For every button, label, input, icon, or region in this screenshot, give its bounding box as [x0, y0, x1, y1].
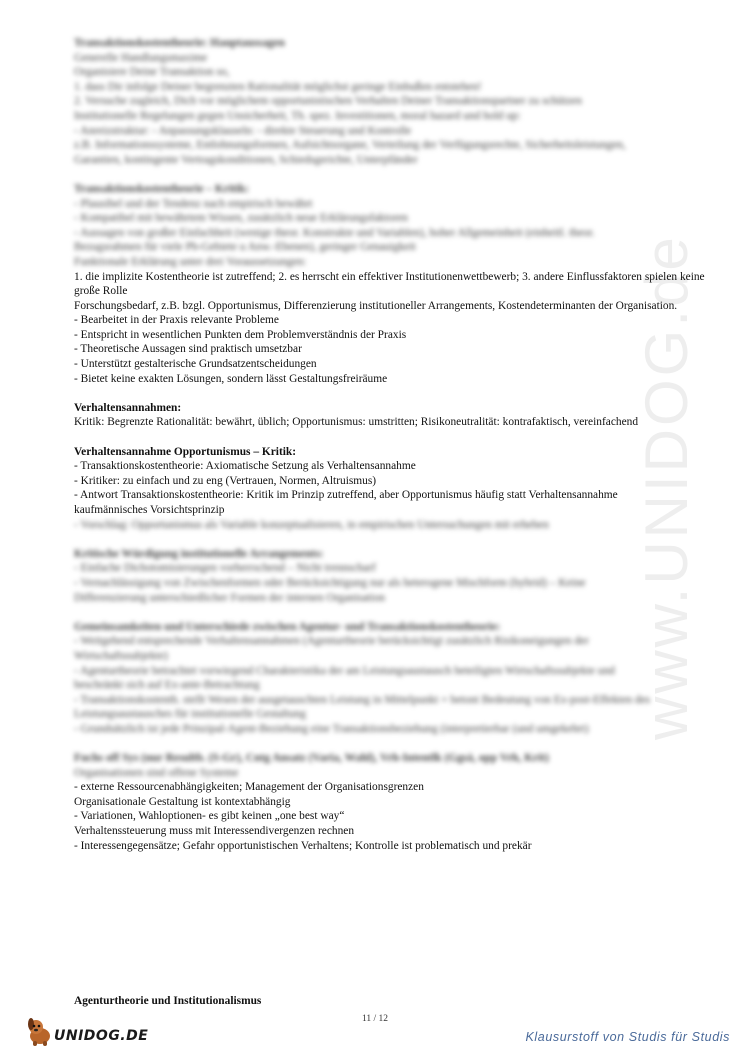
opportunismus-lines	[74, 459, 714, 517]
blurred-line: Garantien, kontingente Vertragskonditionen, Schiedsgerichte, Unterpfänder	[74, 153, 418, 166]
opportunismus-blurred-line: - Vorschlag: Opportunismus als Variable konzeptualisieren, in empirischen Untersuchungen mit erheben	[74, 518, 549, 531]
blurred-line: - Plausibel und der Tendenz nach empirisch bewährt	[74, 197, 313, 210]
blurred-line: - Weitgehend entsprechende Verhaltensannahmen (Agenturtheorie berücksichtigt zusätzlich Risikoneigungen der	[74, 635, 589, 648]
blurred-line: Organisiere Deine Transaktion so,	[74, 66, 230, 79]
blurred-line: Gemeinsamkeiten und Unterschiede zwischen Agentur- und Transaktionskostentheorie:	[74, 620, 501, 633]
blurred-line	[74, 605, 714, 620]
dog-icon	[24, 1014, 58, 1048]
text-line: 1. die implizite Kostentheorie ist zutreffend; 2. es herrscht ein effektiver Institutionenwettbewerb; 3. andere Einflussfaktoren spielen keine große Rolle	[74, 270, 705, 298]
text-line: Verhaltenssteuerung muss mit Interessendivergenzen rechnen	[74, 825, 355, 838]
text-line: - Unterstützt gestalterische Grundsatzentscheidungen	[74, 358, 317, 371]
blurred-line: Organisationen sind offene Systeme	[74, 766, 239, 779]
opportunismus-line: - Antwort Transaktionskostentheorie: Kritik im Prinzip zutreffend, aber Opportunismus häufig statt Verhaltensannahme	[74, 489, 618, 502]
blurred-line: 2. Versuche zugleich, Dich vor möglichem opportunistischen Verhalten Deiner Transaktionspartner zu schützen	[74, 95, 582, 108]
text-line: - Variationen, Wahloptionen- es gibt keinen „one best way“	[74, 810, 345, 823]
blurred-line: Institutionelle Regelungen gegen Unsicherheit, Th. spez. Investitionen, moral hazard und hold up:	[74, 109, 521, 122]
opportunismus-heading: Verhaltensannahme Opportunismus – Kritik:	[74, 445, 297, 458]
opportunismus-line: - Transaktionskostentheorie: Axiomatische Setzung als Verhaltensannahme	[74, 460, 416, 473]
blurred-line	[74, 737, 714, 752]
blurred-line: - Kompatibel mit bewährtem Wissen, zusätzlich neue Erklärungsfaktoren	[74, 212, 408, 225]
blurred-line: Bezugsrahmen für viele Pb-Gebiete u Anw.-Ebenen), geringer Genauigkeit	[74, 241, 416, 254]
blurred-line: Transaktionskostentheorie – Kritik:	[74, 182, 250, 195]
blurred-line	[74, 167, 714, 182]
blurred-line: Fuchs off Sys (nur Resultb. (S-Gr), Cntg Ansatz (Varia, Wahl), Vrh-Intentlk (Ggsä, opp Vrh, Krit)	[74, 752, 549, 765]
text-line: Forschungsbedarf, z.B. bzgl. Opportunismus, Differenzierung institutioneller Arrangements, Kostendeterminanten der Organisation.	[74, 299, 678, 312]
text-line: - Bietet keine exakten Lösungen, sondern lässt Gestaltungsfreiräume	[74, 372, 388, 385]
blurred-line: beschränkt sich auf Ex-ante-Betrachtung	[74, 679, 260, 692]
text-line: - Entspricht in wesentlichen Punkten dem Problemverständnis der Praxis	[74, 328, 407, 341]
blurred-line: - Vernachlässigung von Zwischenformen oder Berücksichtigung nur als heterogene Mischform (hybrid) – Keine	[74, 576, 586, 589]
opportunismus-line: kaufmännisches Vorsichtsprinzip	[74, 504, 225, 516]
blurred-line: Generelle Handlungsmaxime	[74, 51, 208, 64]
kritik-clear-section	[74, 270, 714, 387]
blurred-section-mid	[74, 547, 714, 781]
blurred-line: - Transaktionskostenth. stellt Wesen der ausgetauschten Leistung in Mittelpunkt + betont Bedeutung von Ex-post-Effekten des	[74, 693, 651, 706]
unidog-logo	[24, 1014, 154, 1050]
blurred-line: 1. dass Dir infolge Deiner begrenzten Rationalität möglichst geringe Einbußen entstehen!	[74, 80, 482, 93]
blurred-line: Kritische Würdigung institutionelle Arrangements:	[74, 547, 324, 560]
blurred-line: Differenzierung unterschiedlicher Formen der internen Organisation	[74, 591, 386, 604]
text-line: - Interessengegensätze; Gefahr opportunistischen Verhaltens; Kontrolle ist problematisch und prekär	[74, 839, 532, 852]
blurred-line: - Einfache Dichotomisierungen vorherrschend – Nicht trennscharf	[74, 562, 376, 575]
blurred-line: Funktionale Erklärung unter drei Voraussetzungen:	[74, 255, 307, 268]
document-body	[74, 36, 714, 853]
text-line: Organisationale Gestaltung ist kontextabhängig	[74, 795, 291, 808]
blurred-line: z.B. Informationssysteme, Entlohnungsformen, Aufsichtsorgane, Verteilung der Verfügungsrechte, Sicherheitsleistungen,	[74, 139, 626, 152]
slogan: Klausurstoff von Studis für Studis	[525, 1030, 730, 1044]
text-line: - externe Ressourcenabhängigkeiten; Management der Organisationsgrenzen	[74, 781, 424, 794]
blurred-line: Wirtschaftssubjekte)	[74, 649, 168, 662]
blurred-line: - Grundsätzlich ist jede Prinzipal-Agent-Beziehung eine Transaktionsbeziehung (interpretierbar (und umgekehrt)	[74, 722, 589, 735]
blurred-line: Leistungsaustausches für institutionelle Gestaltung	[74, 708, 306, 721]
blurred-line: Transaktionskostentheorie: Hauptaussagen	[74, 37, 285, 49]
opportunismus-line: - Kritiker: zu einfach und zu eng (Vertrauen, Normen, Altruismus)	[74, 474, 377, 487]
blurred-line: - Agenturtheorie betrachtet vorwiegend Charakteristika der am Leistungsaustausch beteiligten Wirtschaftssubjekte und	[74, 664, 615, 677]
page-number: 11 / 12	[361, 1014, 389, 1024]
logo-text: UNIDOG.DE	[54, 1028, 149, 1044]
verhalten-heading: Verhaltensannahmen:	[74, 401, 182, 414]
blurred-line: - Anreizstruktur: - Anpassungsklauseln: - direkte Steuerung und Kontrolle	[74, 124, 412, 137]
verhalten-text: Kritik: Begrenzte Rationalität: bewährt, üblich; Opportunismus: umstritten; Risikoneutralität: kontrafaktisch, vereinfachend	[74, 416, 639, 429]
blurred-line: - Aussagen von großer Einfachheit (wenige theor. Konstrukte und Variablen), hoher Allgemeinheit (einheitl. theor.	[74, 226, 595, 239]
text-line: - Bearbeitet in der Praxis relevante Probleme	[74, 314, 279, 327]
footer-title: Agenturtheorie und Institutionalismus	[74, 995, 262, 1007]
text-line: - Theoretische Aussagen sind praktisch umsetzbar	[74, 343, 302, 356]
watermark-text: www.UNIDOG.de	[633, 234, 700, 740]
blurred-section-top	[74, 36, 714, 270]
fuchs-clear-section	[74, 780, 714, 853]
